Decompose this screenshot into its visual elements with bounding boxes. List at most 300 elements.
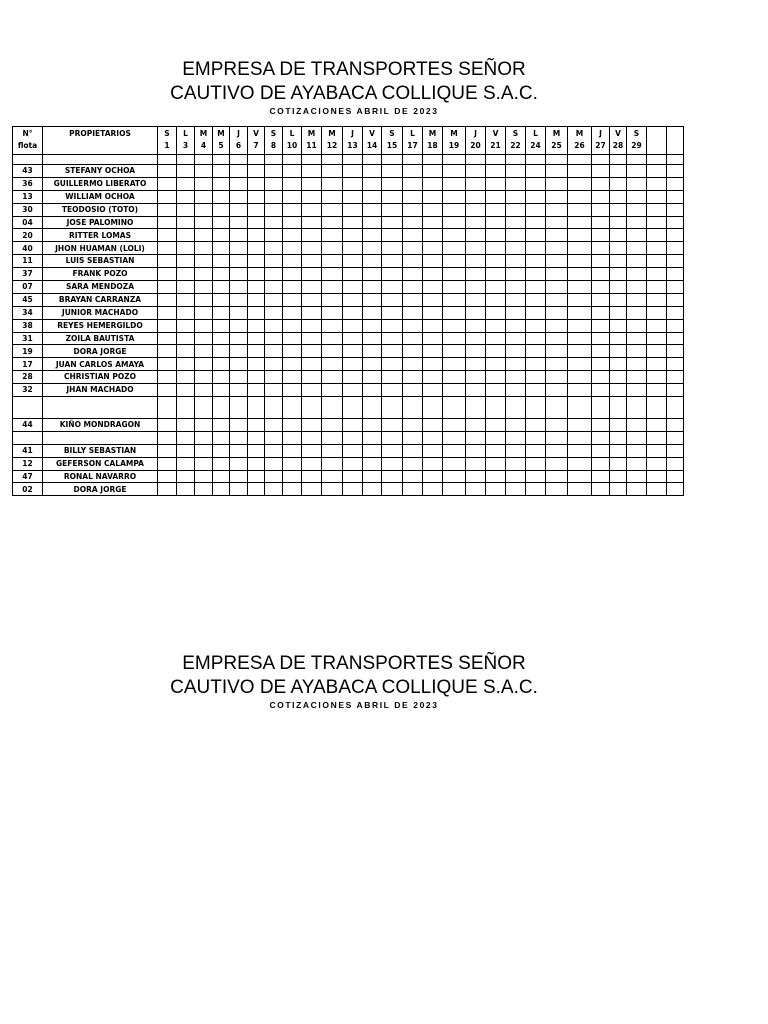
day-cell[interactable] [177,483,195,496]
day-cell[interactable] [158,268,177,281]
day-cell[interactable] [213,419,230,432]
day-cell[interactable] [506,203,526,216]
day-cell[interactable] [443,165,466,178]
day-cell[interactable] [177,332,195,345]
day-cell[interactable] [486,306,506,319]
day-cell[interactable] [647,371,667,384]
day-cell[interactable] [248,444,265,457]
day-cell[interactable] [195,384,213,397]
day-cell[interactable] [423,397,443,419]
day-cell[interactable] [627,371,647,384]
day-cell[interactable] [382,203,403,216]
day-cell[interactable] [195,216,213,229]
day-cell[interactable] [466,216,486,229]
day-cell[interactable] [506,444,526,457]
day-cell[interactable] [382,444,403,457]
day-cell[interactable] [382,483,403,496]
day-cell[interactable] [322,470,343,483]
day-cell[interactable] [302,177,322,190]
day-cell[interactable] [466,203,486,216]
day-cell[interactable] [158,281,177,294]
day-cell[interactable] [592,190,610,203]
day-cell[interactable] [382,345,403,358]
day-cell[interactable] [195,371,213,384]
day-cell[interactable] [546,165,568,178]
day-cell[interactable] [302,345,322,358]
day-cell[interactable] [627,384,647,397]
day-cell[interactable] [177,165,195,178]
day-cell[interactable] [158,345,177,358]
day-cell[interactable] [283,457,302,470]
day-cell[interactable] [592,419,610,432]
day-cell[interactable] [592,431,610,444]
day-cell[interactable] [382,177,403,190]
day-cell[interactable] [486,384,506,397]
day-cell[interactable] [546,268,568,281]
day-cell[interactable] [486,470,506,483]
day-cell[interactable] [466,457,486,470]
day-cell[interactable] [647,190,667,203]
day-cell[interactable] [506,242,526,255]
day-cell[interactable] [302,293,322,306]
day-cell[interactable] [486,371,506,384]
day-cell[interactable] [526,165,546,178]
day-cell[interactable] [568,229,592,242]
day-cell[interactable] [486,229,506,242]
day-cell[interactable] [195,483,213,496]
day-cell[interactable] [627,319,647,332]
day-cell[interactable] [443,384,466,397]
day-cell[interactable] [363,384,382,397]
day-cell[interactable] [177,255,195,268]
day-cell[interactable] [627,397,647,419]
day-cell[interactable] [526,306,546,319]
day-cell[interactable] [248,431,265,444]
day-cell[interactable] [443,203,466,216]
day-cell[interactable] [213,229,230,242]
day-cell[interactable] [195,332,213,345]
day-cell[interactable] [610,483,627,496]
day-cell[interactable] [423,431,443,444]
day-cell[interactable] [230,483,248,496]
day-cell[interactable] [546,332,568,345]
day-cell[interactable] [265,444,283,457]
day-cell[interactable] [423,457,443,470]
day-cell[interactable] [158,242,177,255]
day-cell[interactable] [443,419,466,432]
day-cell[interactable] [283,293,302,306]
day-cell[interactable] [403,483,423,496]
day-cell[interactable] [647,255,667,268]
day-cell[interactable] [423,216,443,229]
day-cell[interactable] [302,397,322,419]
day-cell[interactable] [423,255,443,268]
day-cell[interactable] [403,345,423,358]
day-cell[interactable] [302,216,322,229]
day-cell[interactable] [265,384,283,397]
day-cell[interactable] [195,397,213,419]
day-cell[interactable] [423,306,443,319]
day-cell[interactable] [443,358,466,371]
day-cell[interactable] [647,165,667,178]
day-cell[interactable] [667,255,684,268]
day-cell[interactable] [382,229,403,242]
day-cell[interactable] [466,470,486,483]
day-cell[interactable] [177,306,195,319]
day-cell[interactable] [322,345,343,358]
day-cell[interactable] [213,306,230,319]
day-cell[interactable] [343,255,363,268]
day-cell[interactable] [592,216,610,229]
day-cell[interactable] [506,358,526,371]
day-cell[interactable] [195,444,213,457]
day-cell[interactable] [158,444,177,457]
day-cell[interactable] [403,203,423,216]
day-cell[interactable] [486,165,506,178]
day-cell[interactable] [195,177,213,190]
day-cell[interactable] [568,177,592,190]
day-cell[interactable] [568,281,592,294]
day-cell[interactable] [343,319,363,332]
day-cell[interactable] [466,281,486,294]
day-cell[interactable] [526,384,546,397]
day-cell[interactable] [230,203,248,216]
day-cell[interactable] [526,431,546,444]
day-cell[interactable] [610,457,627,470]
day-cell[interactable] [213,190,230,203]
day-cell[interactable] [486,444,506,457]
day-cell[interactable] [195,470,213,483]
day-cell[interactable] [443,268,466,281]
day-cell[interactable] [195,358,213,371]
day-cell[interactable] [403,371,423,384]
day-cell[interactable] [403,293,423,306]
day-cell[interactable] [322,483,343,496]
day-cell[interactable] [592,358,610,371]
day-cell[interactable] [248,203,265,216]
day-cell[interactable] [177,242,195,255]
day-cell[interactable] [265,293,283,306]
day-cell[interactable] [506,470,526,483]
day-cell[interactable] [443,319,466,332]
day-cell[interactable] [592,242,610,255]
day-cell[interactable] [213,281,230,294]
day-cell[interactable] [627,457,647,470]
day-cell[interactable] [265,268,283,281]
day-cell[interactable] [230,242,248,255]
day-cell[interactable] [610,345,627,358]
day-cell[interactable] [230,332,248,345]
day-cell[interactable] [177,293,195,306]
day-cell[interactable] [283,470,302,483]
day-cell[interactable] [403,281,423,294]
day-cell[interactable] [592,483,610,496]
day-cell[interactable] [610,268,627,281]
day-cell[interactable] [322,177,343,190]
day-cell[interactable] [466,177,486,190]
day-cell[interactable] [506,229,526,242]
day-cell[interactable] [248,242,265,255]
day-cell[interactable] [230,319,248,332]
day-cell[interactable] [506,457,526,470]
day-cell[interactable] [647,203,667,216]
day-cell[interactable] [265,229,283,242]
day-cell[interactable] [443,444,466,457]
day-cell[interactable] [363,470,382,483]
day-cell[interactable] [283,281,302,294]
day-cell[interactable] [322,229,343,242]
day-cell[interactable] [382,358,403,371]
day-cell[interactable] [248,419,265,432]
day-cell[interactable] [343,358,363,371]
day-cell[interactable] [283,203,302,216]
day-cell[interactable] [423,242,443,255]
day-cell[interactable] [610,190,627,203]
day-cell[interactable] [265,419,283,432]
day-cell[interactable] [213,268,230,281]
day-cell[interactable] [322,242,343,255]
day-cell[interactable] [592,444,610,457]
day-cell[interactable] [667,203,684,216]
day-cell[interactable] [382,431,403,444]
day-cell[interactable] [592,319,610,332]
day-cell[interactable] [302,470,322,483]
day-cell[interactable] [195,190,213,203]
day-cell[interactable] [610,177,627,190]
day-cell[interactable] [382,306,403,319]
day-cell[interactable] [506,483,526,496]
day-cell[interactable] [363,268,382,281]
day-cell[interactable] [443,281,466,294]
day-cell[interactable] [322,457,343,470]
day-cell[interactable] [363,165,382,178]
day-cell[interactable] [343,203,363,216]
day-cell[interactable] [610,332,627,345]
day-cell[interactable] [158,165,177,178]
day-cell[interactable] [443,190,466,203]
day-cell[interactable] [302,431,322,444]
day-cell[interactable] [610,165,627,178]
day-cell[interactable] [627,216,647,229]
day-cell[interactable] [526,229,546,242]
day-cell[interactable] [177,384,195,397]
day-cell[interactable] [363,419,382,432]
day-cell[interactable] [283,216,302,229]
day-cell[interactable] [230,371,248,384]
day-cell[interactable] [363,397,382,419]
day-cell[interactable] [363,332,382,345]
day-cell[interactable] [177,397,195,419]
day-cell[interactable] [423,190,443,203]
day-cell[interactable] [213,431,230,444]
day-cell[interactable] [322,332,343,345]
day-cell[interactable] [322,190,343,203]
day-cell[interactable] [647,431,667,444]
day-cell[interactable] [230,190,248,203]
day-cell[interactable] [647,306,667,319]
day-cell[interactable] [302,419,322,432]
day-cell[interactable] [302,306,322,319]
day-cell[interactable] [592,229,610,242]
day-cell[interactable] [158,397,177,419]
day-cell[interactable] [158,470,177,483]
day-cell[interactable] [526,255,546,268]
day-cell[interactable] [230,216,248,229]
day-cell[interactable] [302,444,322,457]
day-cell[interactable] [546,190,568,203]
day-cell[interactable] [443,457,466,470]
day-cell[interactable] [627,229,647,242]
day-cell[interactable] [195,345,213,358]
day-cell[interactable] [382,242,403,255]
day-cell[interactable] [443,371,466,384]
day-cell[interactable] [466,431,486,444]
day-cell[interactable] [322,384,343,397]
day-cell[interactable] [647,483,667,496]
day-cell[interactable] [627,419,647,432]
day-cell[interactable] [195,255,213,268]
day-cell[interactable] [526,332,546,345]
day-cell[interactable] [322,203,343,216]
day-cell[interactable] [568,242,592,255]
day-cell[interactable] [283,268,302,281]
day-cell[interactable] [610,255,627,268]
day-cell[interactable] [343,306,363,319]
day-cell[interactable] [526,281,546,294]
day-cell[interactable] [302,229,322,242]
day-cell[interactable] [343,470,363,483]
day-cell[interactable] [177,268,195,281]
day-cell[interactable] [592,203,610,216]
day-cell[interactable] [283,483,302,496]
day-cell[interactable] [568,419,592,432]
day-cell[interactable] [592,397,610,419]
day-cell[interactable] [443,431,466,444]
day-cell[interactable] [230,384,248,397]
day-cell[interactable] [647,268,667,281]
day-cell[interactable] [546,216,568,229]
day-cell[interactable] [343,431,363,444]
day-cell[interactable] [486,281,506,294]
day-cell[interactable] [526,444,546,457]
day-cell[interactable] [667,281,684,294]
day-cell[interactable] [546,371,568,384]
day-cell[interactable] [486,177,506,190]
day-cell[interactable] [546,397,568,419]
day-cell[interactable] [195,457,213,470]
day-cell[interactable] [343,177,363,190]
day-cell[interactable] [302,268,322,281]
day-cell[interactable] [526,216,546,229]
day-cell[interactable] [265,242,283,255]
day-cell[interactable] [647,470,667,483]
day-cell[interactable] [343,444,363,457]
day-cell[interactable] [610,444,627,457]
day-cell[interactable] [526,371,546,384]
day-cell[interactable] [667,457,684,470]
day-cell[interactable] [627,293,647,306]
day-cell[interactable] [592,177,610,190]
day-cell[interactable] [158,177,177,190]
day-cell[interactable] [230,177,248,190]
day-cell[interactable] [322,419,343,432]
day-cell[interactable] [592,268,610,281]
day-cell[interactable] [322,358,343,371]
day-cell[interactable] [443,255,466,268]
day-cell[interactable] [506,371,526,384]
day-cell[interactable] [667,242,684,255]
day-cell[interactable] [592,384,610,397]
day-cell[interactable] [230,358,248,371]
day-cell[interactable] [667,358,684,371]
day-cell[interactable] [647,229,667,242]
day-cell[interactable] [423,444,443,457]
day-cell[interactable] [647,444,667,457]
day-cell[interactable] [526,483,546,496]
day-cell[interactable] [466,242,486,255]
day-cell[interactable] [423,319,443,332]
day-cell[interactable] [466,371,486,384]
day-cell[interactable] [466,444,486,457]
day-cell[interactable] [546,306,568,319]
day-cell[interactable] [283,242,302,255]
day-cell[interactable] [486,483,506,496]
day-cell[interactable] [265,281,283,294]
day-cell[interactable] [610,306,627,319]
day-cell[interactable] [213,470,230,483]
day-cell[interactable] [423,177,443,190]
day-cell[interactable] [213,203,230,216]
day-cell[interactable] [546,419,568,432]
day-cell[interactable] [627,444,647,457]
day-cell[interactable] [486,293,506,306]
day-cell[interactable] [647,281,667,294]
day-cell[interactable] [248,306,265,319]
day-cell[interactable] [466,384,486,397]
day-cell[interactable] [382,419,403,432]
day-cell[interactable] [568,397,592,419]
day-cell[interactable] [302,281,322,294]
day-cell[interactable] [363,281,382,294]
day-cell[interactable] [506,306,526,319]
day-cell[interactable] [486,268,506,281]
day-cell[interactable] [568,470,592,483]
day-cell[interactable] [667,190,684,203]
day-cell[interactable] [195,431,213,444]
day-cell[interactable] [265,470,283,483]
day-cell[interactable] [667,483,684,496]
day-cell[interactable] [158,216,177,229]
day-cell[interactable] [195,165,213,178]
day-cell[interactable] [486,242,506,255]
day-cell[interactable] [627,255,647,268]
day-cell[interactable] [177,190,195,203]
day-cell[interactable] [322,216,343,229]
day-cell[interactable] [423,281,443,294]
day-cell[interactable] [403,190,423,203]
day-cell[interactable] [568,384,592,397]
day-cell[interactable] [592,306,610,319]
day-cell[interactable] [302,384,322,397]
day-cell[interactable] [248,470,265,483]
day-cell[interactable] [546,483,568,496]
day-cell[interactable] [230,444,248,457]
day-cell[interactable] [610,358,627,371]
day-cell[interactable] [443,229,466,242]
day-cell[interactable] [382,371,403,384]
day-cell[interactable] [667,165,684,178]
day-cell[interactable] [158,293,177,306]
